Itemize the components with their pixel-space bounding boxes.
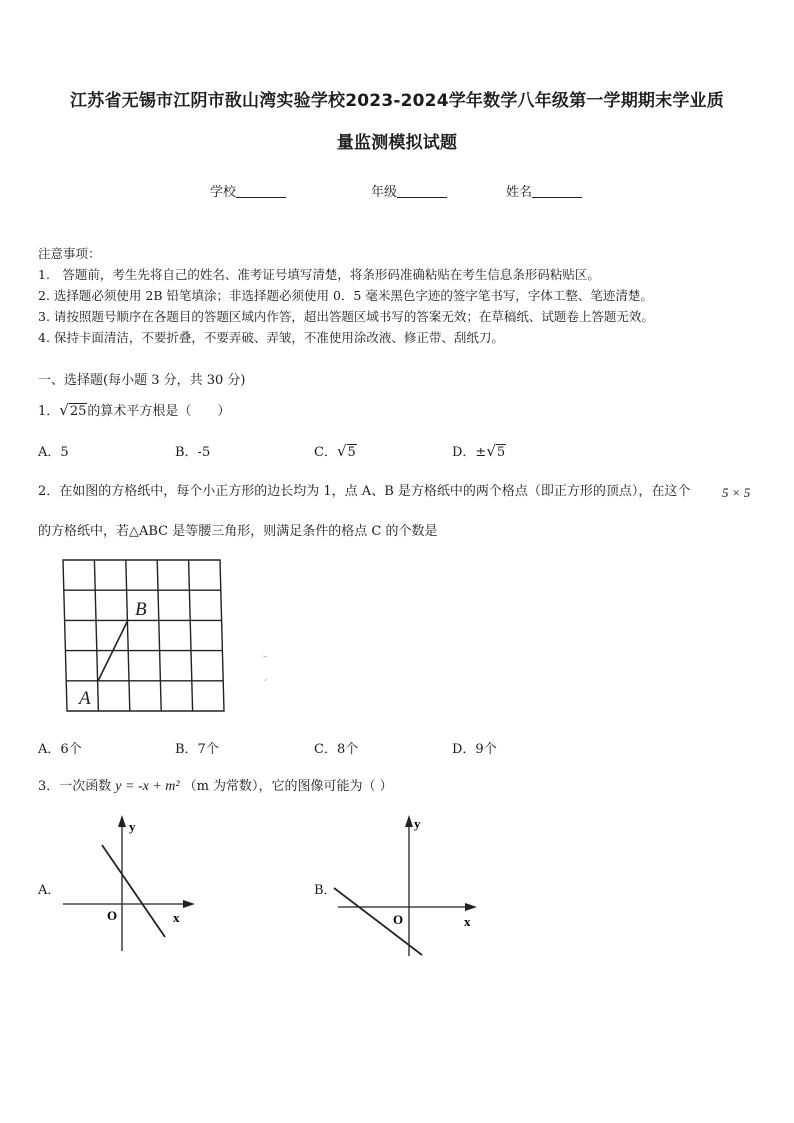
x-label: x [464, 914, 471, 929]
y-arrow-icon [118, 815, 126, 827]
section-heading: 一、选择题(每小题 3 分，共 30 分) [38, 373, 246, 388]
option-b: B．-5 [175, 445, 211, 460]
name-blank [532, 184, 582, 198]
graph-a [55, 808, 205, 958]
graph-line [102, 845, 165, 937]
x-arrow-icon [183, 900, 195, 908]
y-label: y [414, 816, 421, 831]
option-d: D．±√5 [452, 442, 506, 460]
question-text: （m 为常数），它的图像可能为（ ） [183, 779, 393, 794]
school-field [210, 181, 286, 200]
graph-b [332, 808, 492, 963]
grade-field [371, 181, 447, 200]
question-number: 3．一次函数 [38, 779, 112, 794]
question-number: 1． [38, 404, 60, 419]
notes-item: 2. 选择题必须使用 2B 铅笔填涂；非选择题必须使用 0．5 毫米黑色字迹的签字笔书写，字体工整、笔迹清楚。 [38, 288, 653, 303]
scan-mark [263, 656, 267, 681]
notes-item: 1. 答题前，考生先将自己的姓名、准考证号填写清楚，将条形码准确粘贴在考生信息条形码粘贴区。 [38, 267, 600, 282]
option-d: D．9个 [452, 742, 497, 757]
function-formula: y = -x + m² [115, 779, 180, 794]
notes-block [38, 243, 778, 348]
name-field [506, 181, 582, 200]
graph-a-option: A． [38, 883, 61, 898]
notes-item: 3. 请按照题号顺序在各题目的答题区域内作答，超出答题区域书写的答案无效；在草稿纸、试题卷上答题无效。 [38, 309, 654, 324]
question-2-line1: 2．在如图的方格纸中，每个小正方形的边长均为 1，点 A、B 是方格纸中的两个格点（即正方形的顶点），在这个 [38, 484, 691, 499]
grade-label: 年级 [371, 185, 398, 200]
grid-figure [50, 553, 280, 723]
option-prefix: C． [314, 445, 337, 460]
x-label: x [173, 910, 180, 925]
option-a: A．5 [38, 445, 69, 460]
y-arrow-icon [405, 815, 413, 827]
school-blank [236, 184, 286, 198]
question-text: 的算术平方根是（ ） [87, 404, 231, 419]
page-title: 江苏省无锡市江阴市敔山湾实验学校2023-2024学年数学八年级第一学期期末学业质 [70, 91, 724, 111]
option-c: C．√5 [314, 442, 356, 460]
school-label: 学校 [210, 185, 237, 200]
grid-size: 5 × 5 [722, 485, 751, 500]
page-title-line2: 量监测模拟试题 [336, 133, 458, 153]
option-a: A．6个 [38, 742, 82, 757]
radicand: 25 [69, 404, 87, 419]
sqrt-expression: √25 [59, 401, 87, 419]
notes-item: 4. 保持卡面清洁，不要折叠，不要弄破、弄皱，不准使用涂改液、修正带、刮纸刀。 [38, 330, 504, 345]
name-label: 姓名 [506, 185, 533, 200]
point-b-label: B [135, 599, 147, 620]
y-label: y [129, 819, 136, 834]
option-prefix: D．± [452, 445, 487, 460]
notes-heading: 注意事项： [38, 246, 101, 261]
grade-blank [397, 184, 447, 198]
origin-label: O [393, 912, 404, 927]
point-a-label: A [79, 688, 91, 709]
x-arrow-icon [465, 903, 477, 911]
graph-b-option: B． [314, 883, 337, 898]
option-b: B．7个 [175, 742, 219, 757]
question-1 [38, 400, 230, 419]
origin-label: O [107, 908, 118, 923]
question-2-line2: 的方格纸中，若△ABC 是等腰三角形，则满足条件的格点 C 的个数是 [38, 524, 438, 539]
radicand: 5 [496, 445, 506, 460]
question-3 [38, 775, 393, 795]
radicand: 5 [347, 445, 356, 460]
option-c: C．8个 [314, 742, 359, 757]
